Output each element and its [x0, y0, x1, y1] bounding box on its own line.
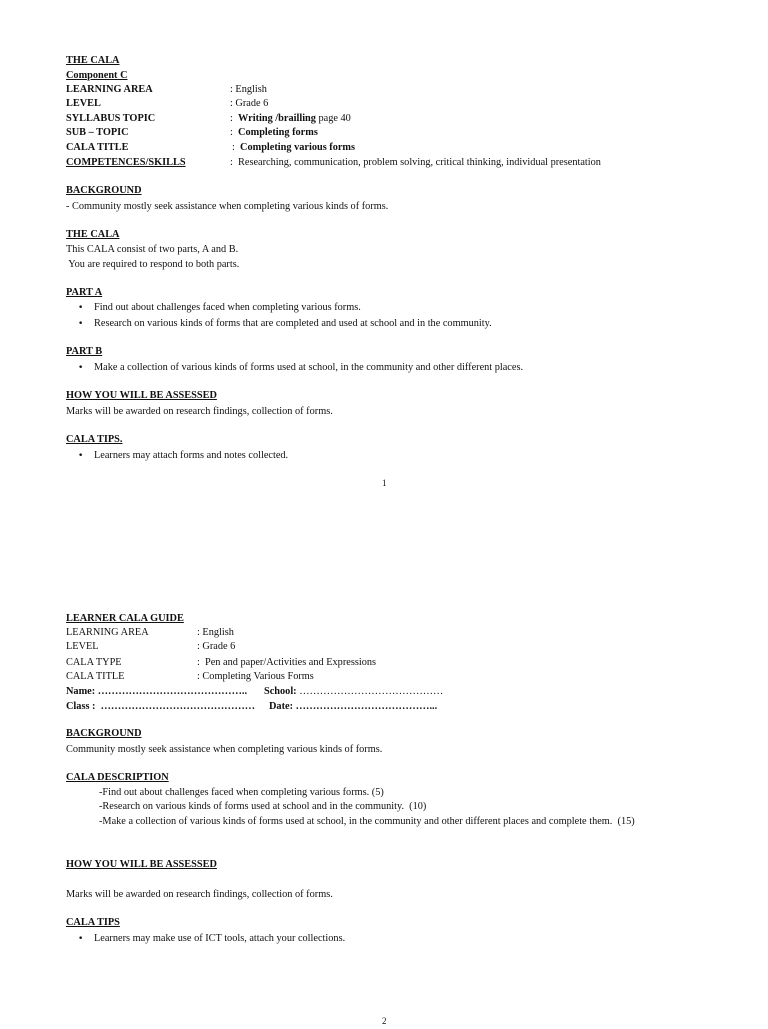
page1-cala-line2: You are required to respond to both parts.: [66, 259, 240, 270]
row-value-learning-area: : English: [230, 84, 267, 95]
page1-tips-list: [66, 449, 288, 464]
description-line: -Find out about challenges faced when completing various forms. (5): [99, 787, 384, 798]
list-item: • Learners may attach forms and notes collected.: [66, 449, 288, 464]
page1-cala-line1: This CALA consist of two parts, A and B.: [66, 244, 239, 255]
row-label-learning-area: LEARNING AREA: [66, 84, 153, 95]
value-separator: :: [232, 142, 235, 153]
syllabus-topic-bold: Writing /brailling: [238, 113, 316, 124]
list-item: • Make a collection of various kinds of forms used at school, in the community and other different places.: [66, 361, 523, 376]
row-value-level: : Grade 6: [230, 98, 269, 109]
row-label-cala-title: CALA TITLE: [66, 142, 129, 153]
page2-assess-heading: HOW YOU WILL BE ASSESSED: [66, 859, 217, 870]
cala-title-bold: Completing various forms: [240, 142, 356, 153]
page1-assess-heading: HOW YOU WILL BE ASSESSED: [66, 390, 217, 401]
page1-background-heading: BACKGROUND: [66, 185, 142, 196]
part-b-heading: PART B: [66, 346, 103, 357]
page2-background-heading: BACKGROUND: [66, 728, 142, 739]
page2-title: LEARNER CALA GUIDE: [66, 613, 184, 624]
p2-row-value-cala-title: : Completing Various Forms: [197, 671, 314, 682]
school-field: [264, 685, 443, 700]
page2-tips-heading: CALA TIPS: [66, 917, 120, 928]
row-value-sub-topic: [230, 126, 318, 141]
part-a-heading: PART A: [66, 287, 103, 298]
row-value-cala-title: [232, 141, 355, 156]
page1-title: THE CALA: [66, 55, 120, 66]
page1-component: Component C: [66, 70, 128, 81]
school-field-label: School:: [264, 686, 297, 697]
list-item: • Learners may make use of ICT tools, attach your collections.: [66, 932, 345, 947]
p2-row-label-cala-type: CALA TYPE: [66, 657, 122, 668]
p2-row-label-cala-title: CALA TITLE: [66, 671, 125, 682]
row-label-sub-topic: SUB – TOPIC: [66, 127, 129, 138]
p2-row-value-learning-area: : English: [197, 627, 234, 638]
date-field-label: Date: …………………………………...: [269, 701, 438, 712]
page1-tips-heading: CALA TIPS.: [66, 434, 123, 445]
p2-row-label-level: LEVEL: [66, 641, 99, 652]
cala-description-heading: CALA DESCRIPTION: [66, 772, 169, 783]
syllabus-topic-rest: page 40: [315, 113, 351, 124]
page2-background-text: Community mostly seek assistance when completing various kinds of forms.: [66, 744, 383, 755]
page2-tips-list: [66, 932, 345, 947]
p2-row-value-cala-type: : Pen and paper/Activities and Expressions: [197, 657, 377, 668]
class-field-label: Class : ………………………………………: [66, 701, 256, 712]
page-number-1: 1: [382, 478, 387, 488]
value-separator: :: [230, 157, 233, 168]
list-item: • Find out about challenges faced when completing various forms.: [66, 301, 492, 316]
part-b-list: [66, 361, 523, 376]
row-value-syllabus-topic: [230, 112, 351, 127]
page1-assess-text: Marks will be awarded on research findings, collection of forms.: [66, 406, 333, 417]
part-a-list: [66, 301, 492, 332]
value-separator: :: [230, 127, 233, 138]
name-field-label: Name: ……………………………………..: [66, 686, 248, 697]
value-separator: :: [230, 113, 233, 124]
description-line: -Make a collection of various kinds of forms used at school, in the community and other different places and complete them. (15): [99, 816, 635, 827]
description-line: -Research on various kinds of forms used at school and in the community. (10): [99, 801, 427, 812]
page2-assess-text: Marks will be awarded on research findings, collection of forms.: [66, 889, 333, 900]
sub-topic-bold: Completing forms: [238, 127, 318, 138]
row-label-level: LEVEL: [66, 98, 101, 109]
row-label-syllabus-topic: SYLLABUS TOPIC: [66, 113, 156, 124]
p2-row-value-level: : Grade 6: [197, 641, 236, 652]
row-label-competences: COMPETENCES/SKILLS: [66, 157, 186, 168]
row-value-competences: [230, 156, 601, 171]
p2-row-label-learning-area: LEARNING AREA: [66, 627, 149, 638]
page-number-2: 2: [382, 1016, 387, 1026]
school-field-dots: ……………………………………: [296, 686, 444, 697]
list-item: • Research on various kinds of forms that are completed and used at school and in the community.: [66, 317, 492, 332]
page1-cala-heading: THE CALA: [66, 229, 120, 240]
page1-background-text: - Community mostly seek assistance when completing various kinds of forms.: [66, 201, 389, 212]
competences-text: Researching, communication, problem solving, critical thinking, individual presentation: [238, 157, 601, 168]
